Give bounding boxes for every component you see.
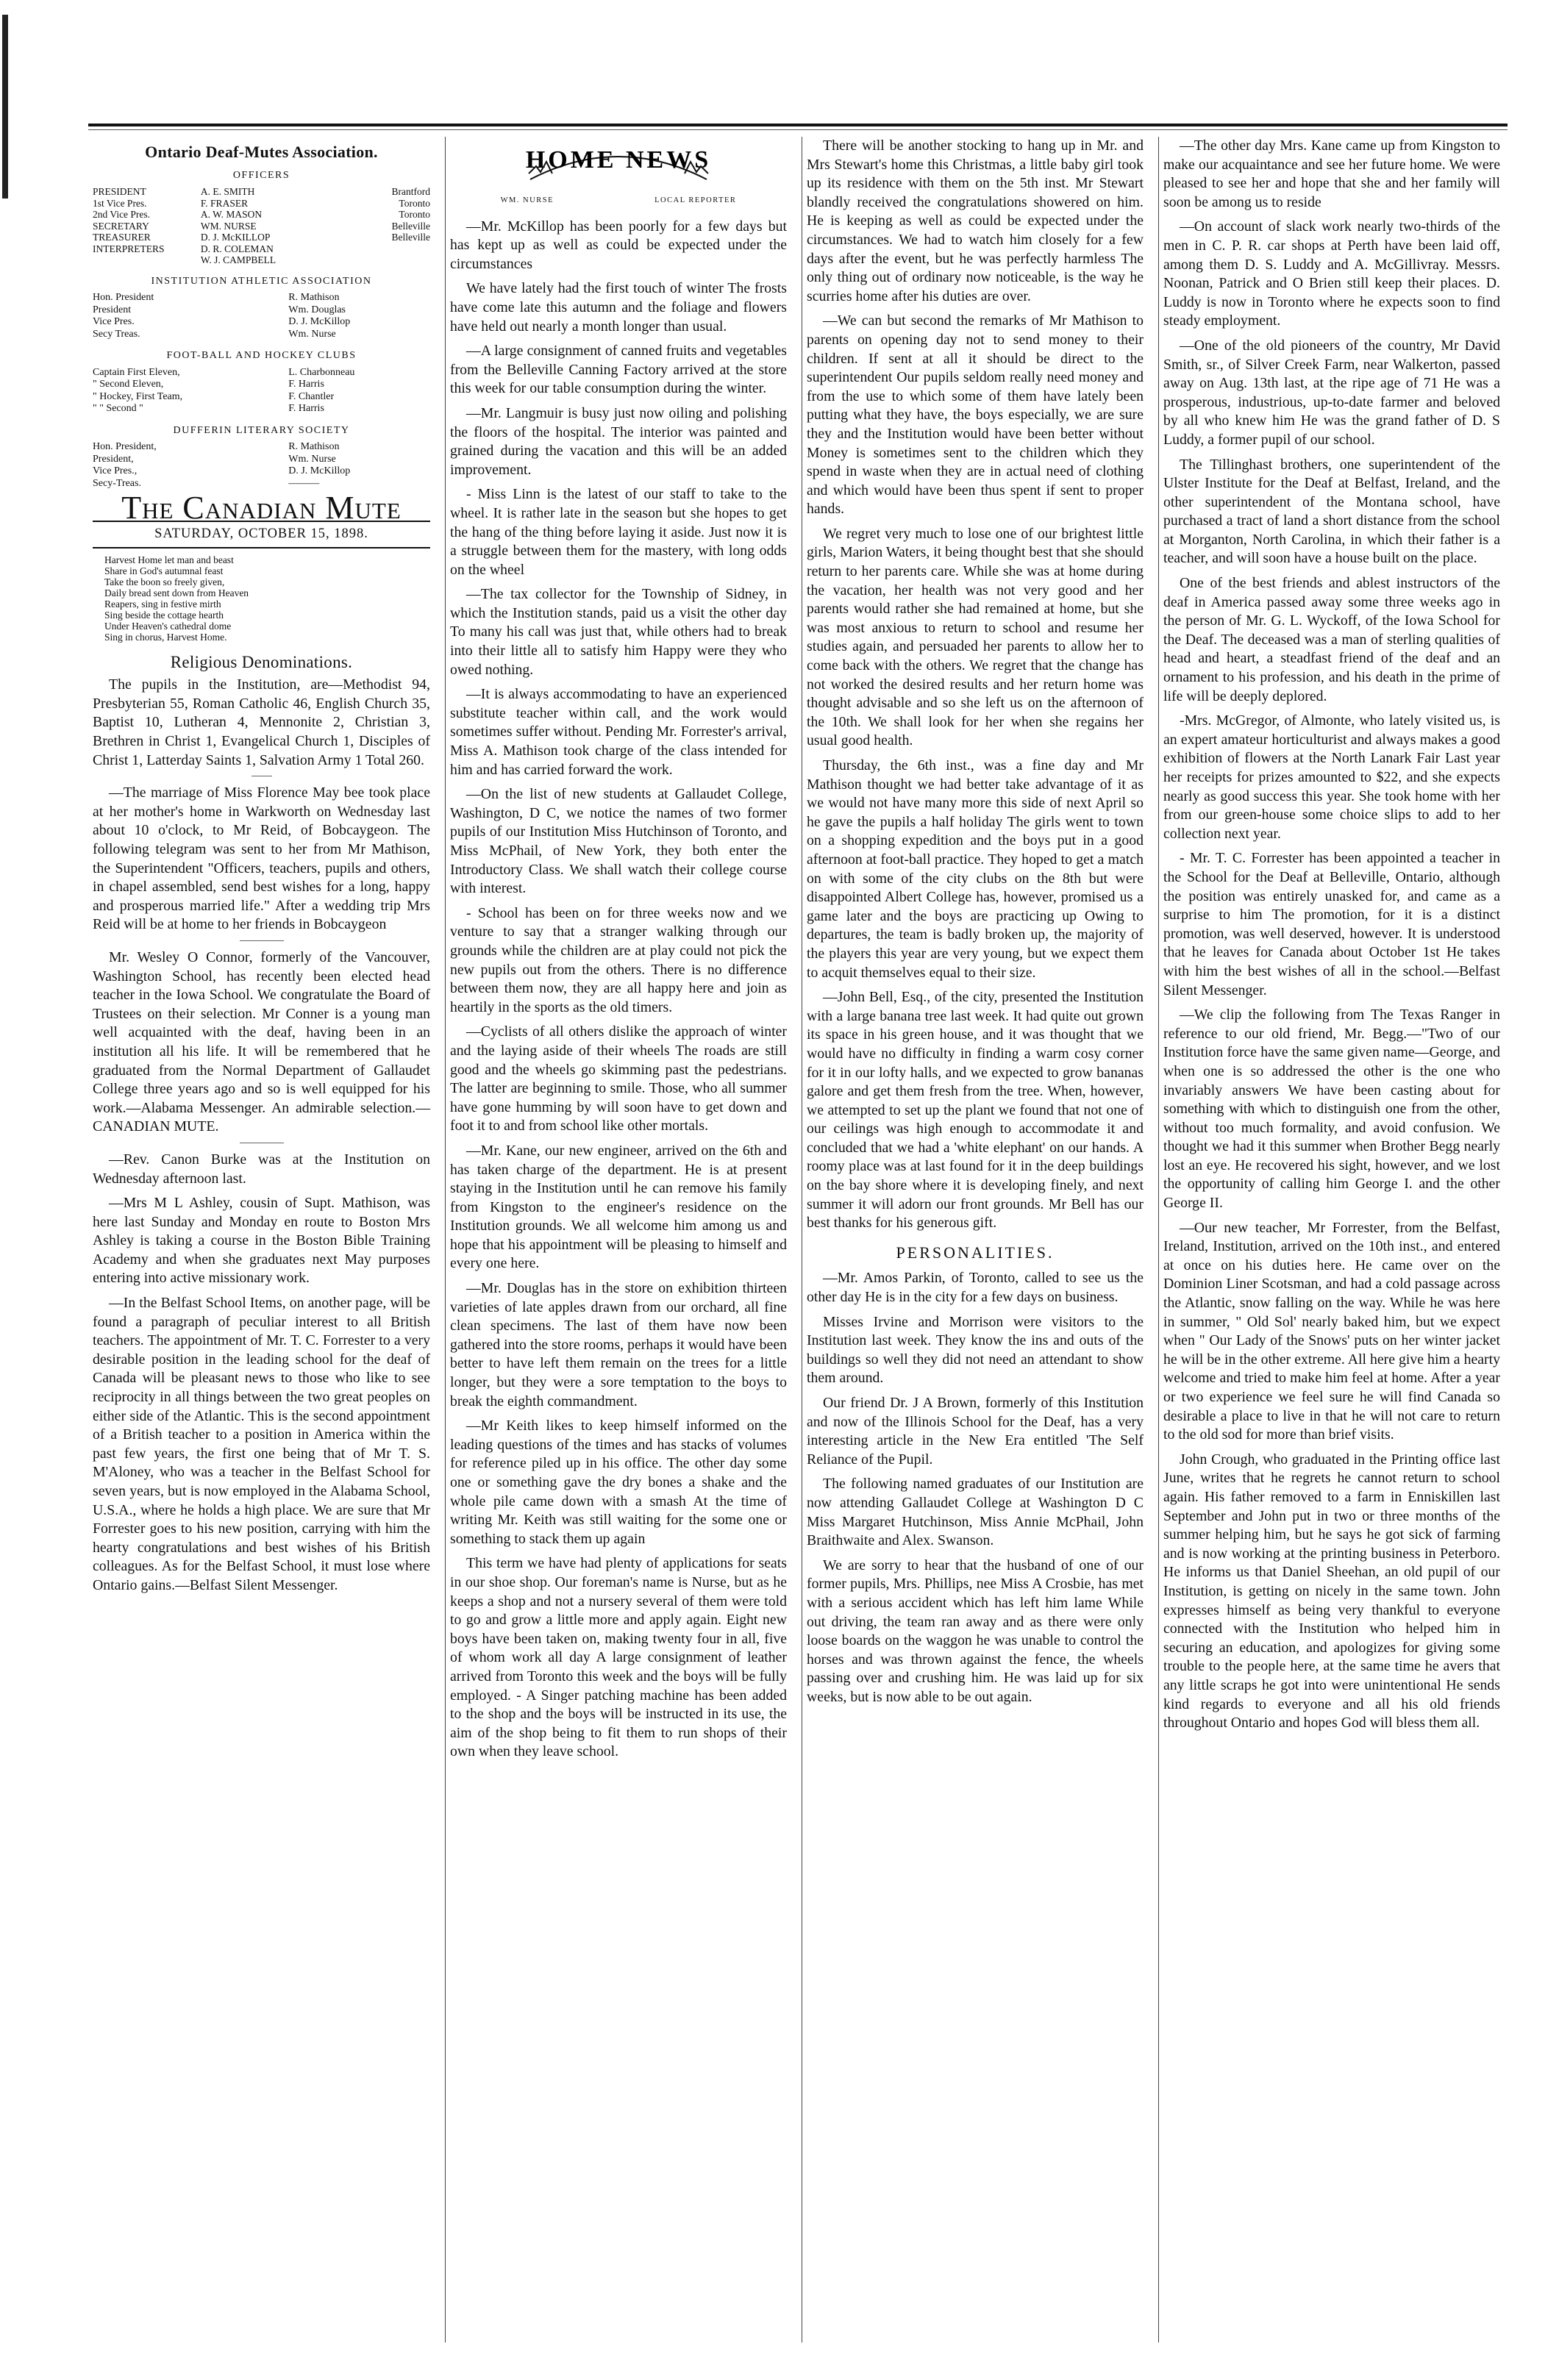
club-label: " Hockey, First Team, bbox=[93, 390, 183, 402]
officer-name: F. FRASER bbox=[200, 197, 249, 209]
article-paragraph: —It is always accommodating to have an experienced substitute teacher within call, and the work would sometimes suffer without. Pending Mr. Forrester's arrival, Miss A. Mathison took charge of the class intended for him and has carried forward the work. bbox=[450, 686, 787, 778]
article-paragraph: —Mr. Amos Parkin, of Toronto, called to see us the other day He is in the city for a few days on business. bbox=[807, 1270, 1144, 1306]
column-2 bbox=[445, 137, 791, 2343]
logo-text: HOME NEWS bbox=[525, 146, 712, 174]
poem-line: Under Heaven's cathedral dome bbox=[104, 620, 232, 632]
home-news-credits bbox=[450, 191, 787, 210]
officer-row bbox=[93, 232, 430, 243]
article-paragraph: —Rev. Canon Burke was at the Institution on Wednesday afternoon last. bbox=[93, 1151, 430, 1187]
article-paragraph: —In the Belfast School Items, on another page, will be found a paragraph of peculiar interest to all British teachers. The appointment of Mr. T. C. Forrester to a very desirable position in the leading school for the deaf of Canada will be pleasant news to those who like to see reciprocity in all things between the two great peoples on either side of the Atlantic. This is the second appointment of a British teacher to a position in America within the past few years, the first one being that of Mr T. S. M'Aloney, who was a teacher in the Belfast School for seven years, but is now employed in the Alabama School, U.S.A., where he holds a high place. We are sure that Mr Forrester goes to his new position, carrying with him the hearty congratulations and best wishes of his British colleagues. As for the Belfast School, it must lose where Ontario gains.—Belfast Silent Messenger. bbox=[93, 1295, 430, 1593]
club-name: Wm. Douglas bbox=[288, 304, 346, 315]
personalities-articles bbox=[807, 1269, 1144, 1707]
poem-line: Sing in chorus, Harvest Home. bbox=[104, 631, 227, 643]
article-paragraph: We have lately had the first touch of winter The frosts have come late this autumn and the foliage and flowers have held out nearly a month longer than usual. bbox=[450, 280, 787, 335]
article-paragraph: The Tillinghast brothers, one superintendent of the Ulster Institute for the Deaf at Belfast, Ireland, and the other superintendent of the Montana school, have purchased a tract of land a short distance from the school at Morganton, North Carolina, in which their father is a teacher, and will soon have a house built on the place. bbox=[1163, 456, 1500, 567]
club-row bbox=[93, 478, 430, 490]
club-label: President bbox=[93, 304, 132, 315]
article-paragraph: Misses Irvine and Morrison were visitors to the Institution last week. They know the ins and outs of the buildings so well they did not need an attendant to show them around. bbox=[807, 1313, 1144, 1387]
officer-name: WM. NURSE bbox=[200, 220, 257, 232]
club-name: D. J. McKillop bbox=[288, 465, 351, 477]
article-paragraph: Thursday, the 6th inst., was a fine day and Mr Mathison thought we had better take advantage of it as we would not have many more this side of next April so he gave the pupils a half holiday The girls went to town on a shopping expedition and the boys put in a good afternoon at foot-ball practice. They hoped to get a match on with some of the city clubs on the 8th but were disappointed Albert College has, however, promised us a game later and the boys are practicing up Owing to departures, the team is badly broken up, the majority of the players this year are very young, but we expect them to acquit themselves equal to their size. bbox=[807, 757, 1144, 981]
association-title: Ontario Deaf-Mutes Association. bbox=[145, 143, 378, 161]
athletic-heading: INSTITUTION ATHLETIC ASSOCIATION bbox=[151, 275, 372, 287]
officer-row bbox=[93, 221, 430, 232]
club-row bbox=[93, 403, 430, 415]
column-1 bbox=[88, 137, 435, 2343]
column-4-articles bbox=[1163, 137, 1500, 1733]
poem-line: Daily bread sent down from Heaven bbox=[104, 587, 249, 598]
top-rule bbox=[88, 124, 1508, 126]
home-news-logo bbox=[508, 137, 729, 190]
poem-line: Sing beside the cottage hearth bbox=[104, 609, 224, 621]
club-name: Wm. Nurse bbox=[288, 328, 336, 340]
article-paragraph: —The tax collector for the Township of Sidney, in which the Institution stands, paid us a visit the other day To many his call was just that, while others had to break into their little all to satisfy him Happy were they who owed nothing. bbox=[450, 586, 787, 678]
article-paragraph: —Mr. Langmuir is busy just now oiling and polishing the floors of the hospital. The interior was painted and grained during the vacation and this will be an added improvement. bbox=[450, 404, 787, 478]
club-name: ——— bbox=[288, 477, 320, 489]
club-label: Vice Pres., bbox=[93, 465, 138, 477]
club-label: " " Second " bbox=[93, 403, 143, 415]
officer-name: A. E. SMITH bbox=[200, 186, 255, 198]
club-label: Secy Treas. bbox=[93, 328, 140, 340]
article-paragraph: —Mr. Douglas has in the store on exhibition thirteen varieties of late apples drawn from our orchard, all fine clean specimens. The last of them have now been gathered into the store rooms, perhaps it would have been better to have left them remain on the trees for a little longer, but they were a sore temptation to the boys to break the eighth commandment. bbox=[450, 1280, 787, 1409]
article-paragraph: We are sorry to hear that the husband of one of our former pupils, Mrs. Phillips, nee Miss A Crosbie, has met with a serious accident which has left him lame While out driving, the team ran away and as there were only loose boards on the waggon he was unable to control the horses and was thrown against the fence, the wheels passing over and crushing him. He was laid up for six weeks, but is now able to be out again. bbox=[807, 1557, 1144, 1705]
officer-place: Brantford bbox=[391, 186, 430, 198]
article-paragraph: —Mr. McKillop has been poorly for a few days but has kept up as well as could be expected under the circumstances bbox=[450, 218, 787, 272]
officer-place: Belleville bbox=[391, 220, 430, 232]
article-paragraph: —One of the old pioneers of the country, Mr David Smith, sr., of Silver Creek Farm, near Walkerton, passed away on Aug. 13th last, at the ripe age of 71 He was a prosperous, industrious, up-to-date farmer and beloved by all who knew him He was the grand father of D. S Luddy, a former pupil of our school. bbox=[1163, 337, 1500, 448]
officer-role bbox=[93, 254, 201, 266]
dufferin-list bbox=[93, 441, 430, 490]
club-name: F. Chantler bbox=[288, 390, 335, 402]
home-news-articles bbox=[450, 218, 787, 1762]
personalities-heading: PERSONALITIES. bbox=[896, 1243, 1055, 1262]
officer-name: D. J. McKILLOP bbox=[200, 232, 271, 243]
article-paragraph: —Mr Keith likes to keep himself informed on the leading questions of the times and has stacks of volumes for reference piled up in his office. The other day some one or something gave the dry bones a shake and the whole pile came down with a smash At the time of writing Mr. Keith was still waiting for the some one or something to stack them up again bbox=[450, 1418, 787, 1547]
article-paragraph: This term we have had plenty of applications for seats in our shoe shop. Our foreman's name is Nurse, but as he keeps a shop and not a nursery several of them were told to go and grow a little more and apply again. Eight new boys have been taken on, making twenty four in all, five of whom work all day A large consignment of leather arrived from Toronto this week and the boys will be fully employed. - A Singer patching machine has been added to the shop and the boys will be instructed in its use, the aim of the shop being to fit them to run shops of their own when they leave school. bbox=[450, 1555, 787, 1760]
article-paragraph: - School has been on for three weeks now and we venture to say that a stranger walking through our grounds while the children are at play could not pick the new pupils out from the others. There is no difference between them now, they are all happy here and join as heartily in the sports as the old timers. bbox=[450, 904, 787, 1015]
club-name: D. J. McKillop bbox=[288, 316, 351, 328]
officer-place: Toronto bbox=[399, 209, 430, 221]
article-paragraph: John Crough, who graduated in the Printing office last June, writes that he regrets he cannot return to school again. His father removed to a farm in Enniskillen last September and John put in two or three months of the summer helping him, but he says he got sick of farming and is now working at the printing business in Peterboro. He informs us that Daniel Sheehan, an old pupil of our Institution, is getting on nicely in the same town. John expresses himself as being very thankful to everyone connected with the Institution who helped him in securing an education, and apologizes for giving some trouble to the people here, at the same time he avers that any little scraps he got into were unintentional He sends kind regards to everyone and all his old friends throughout Ontario and hopes God will bless them all. bbox=[1163, 1451, 1500, 1732]
article-paragraph: —Our new teacher, Mr Forrester, from the Belfast, Ireland, Institution, arrived on the 10th inst., and entered at once on his duties here. He came over on the Dominion Liner Scotsman, and had a cold passage across the Atlantic, snow falling on the way. While he was here in summer, " Old Sol' nearly baked him, but we expect when " Our Lady of the Snows' puts on her winter jacket he will be in the other extreme. All here give him a hearty welcome and tried to make him feel at home. After a year or two experience we feel sure he will find Canada so desirable a place to live in that he will not care to return to the old sod for more than brief visits. bbox=[1163, 1219, 1500, 1443]
athletic-list bbox=[93, 292, 430, 340]
top-rule-thin bbox=[88, 129, 1508, 130]
club-name: L. Charbonneau bbox=[288, 366, 355, 378]
article-paragraph: —Mrs M L Ashley, cousin of Supt. Mathison, was here last Sunday and Monday en route to Boston Mrs Ashley is taking a course in the Boston Bible Training Academy and when she graduates next May purposes entering into active missionary work. bbox=[93, 1195, 430, 1287]
club-row bbox=[93, 304, 430, 317]
club-row bbox=[93, 316, 430, 329]
poem-line: Harvest Home let man and beast bbox=[104, 554, 234, 565]
poem-line: Share in God's autumnal feast bbox=[104, 565, 224, 576]
officer-row bbox=[93, 243, 430, 255]
officer-place bbox=[322, 243, 430, 255]
poem bbox=[104, 554, 418, 643]
article-paragraph: —The marriage of Miss Florence May bee took place at her mother's home in Warkworth on Wednesday last about 10 o'clock, to Mr Reid, of Bobcaygeon. The following telegram was sent to her from Mr Mathison, the Superintendent "Officers, teachers, pupils and others, in chapel assembled, send best wishes for a long, happy and prosperous married life." After a wedding trip Mrs Reid will be at home to her friends in Bobcaygeon bbox=[93, 785, 430, 933]
article-paragraph: —The other day Mrs. Kane came up from Kingston to make our acquaintance and see her future home. We were pleased to see her and hope that she and her family will soon be among us to reside bbox=[1163, 137, 1500, 210]
column-3 bbox=[802, 137, 1148, 2343]
club-label: Secy-Treas. bbox=[93, 477, 141, 489]
club-name: F. Harris bbox=[288, 379, 324, 390]
officers-heading: OFFICERS bbox=[232, 169, 290, 181]
column-4 bbox=[1158, 137, 1505, 2343]
football-heading: FOOT-BALL AND HOCKEY CLUBS bbox=[166, 350, 357, 362]
article-paragraph: —John Bell, Esq., of the city, presented the Institution with a large banana tree last week. It had quite out grown its space in his green house, and it was thought that we would have no difficulty in finding a warm cosy corner for it in our lofty halls, and we expected to grow bananas galore and get them fresh from the tree. When, however, we attempted to set up the plant we found that not one of our ceilings was high enough to accommodate it and concluded that we had a 'white elephant' on our hands. A roomy place was at last found for it in the deep buildings on the bay shore where it is developing finely, and next summer it will adorn our front grounds. Mr Bell has our best thanks for his generous gift. bbox=[807, 989, 1144, 1232]
religious-text: The pupils in the Institution, are—Methodist 94, Presbyterian 55, Roman Catholic 46, English Church 35, Baptist 10, Lutheran 4, Mennonite 2, Christian 3, Brethren in Christ 1, Evangelical Church 1, Disciples of Christ 1, Latterday Saints 1, Salvation Army 1 Total 260. bbox=[93, 676, 430, 768]
column-3-articles bbox=[807, 137, 1144, 1233]
club-name: F. Harris bbox=[288, 403, 324, 415]
masthead-rule-bottom bbox=[93, 547, 430, 548]
club-row bbox=[93, 292, 430, 304]
credit-right: LOCAL REPORTER bbox=[654, 196, 737, 204]
article-paragraph: —On the list of new students at Gallaudet College, Washington, D C, we notice the names of two former pupils of our Institution Miss Hutchinson of Toronto, and Miss McPhail, of New York, they both enter the Introductory Class. We shall watch their college course with interest. bbox=[450, 786, 787, 897]
officer-row bbox=[93, 198, 430, 210]
officer-place: Belleville bbox=[391, 232, 430, 243]
dufferin-heading: DUFFERIN LITERARY SOCIETY bbox=[173, 424, 350, 436]
officer-place: Toronto bbox=[399, 197, 430, 209]
club-label: " Second Eleven, bbox=[93, 379, 164, 390]
officer-name: A. W. MASON bbox=[200, 209, 263, 221]
masthead-date: SATURDAY, OCTOBER 15, 1898. bbox=[154, 526, 368, 542]
club-label: Vice Pres. bbox=[93, 316, 135, 328]
club-row bbox=[93, 391, 430, 404]
officer-row bbox=[93, 254, 430, 266]
club-row bbox=[93, 379, 430, 391]
article-paragraph: —We clip the following from The Texas Ranger in reference to our old friend, Mr. Begg.—"Two of our Institution force have the same given name—George, and when one is so addressed the other is the one who invariably answers We have been casting about for something with which to distinguish one from the other, without too much formality, and avoid confusion. We thought we had it this summer when Brother Begg nearly lost an eye. He recovered his sight, however, and we lost the opportunity of calling him George I. and the other George II. bbox=[1163, 1007, 1500, 1212]
separator bbox=[240, 940, 284, 941]
officers-list bbox=[93, 186, 430, 266]
binding-mark bbox=[2, 15, 8, 199]
club-name: Wm. Nurse bbox=[288, 453, 336, 465]
officer-name: D. R. COLEMAN bbox=[200, 243, 274, 254]
religious-heading: Religious Denominations. bbox=[170, 652, 353, 671]
newspaper-page bbox=[88, 137, 1508, 2343]
article-paragraph: Our friend Dr. J A Brown, formerly of this Institution and now of the Illinois School for the Deaf, has a very interesting article in the New Era entitled 'The Self Reliance of the Pupil. bbox=[807, 1395, 1144, 1468]
officer-name: W. J. CAMPBELL bbox=[200, 254, 277, 266]
article-paragraph: —Cyclists of all others dislike the approach of winter and the laying aside of their wheels The roads are still good and the wheels go skimming past the pedestrians. The latter are beginning to smile. Those, who all summer have gone humming by will soon have to get down and foot it to and from school like other mortals. bbox=[450, 1023, 787, 1134]
football-list bbox=[93, 367, 430, 415]
officer-role: INTERPRETERS bbox=[93, 243, 165, 254]
article-paragraph: - Miss Linn is the latest of our staff to take to the wheel. It is rather late in the season but she hopes to get the hang of the thing before laying it aside. Just now it is a struggle between them for the mastery, with long odds on the wheel bbox=[450, 486, 787, 578]
club-row bbox=[93, 367, 430, 379]
club-name: R. Mathison bbox=[288, 441, 340, 453]
article-paragraph: -Mrs. McGregor, of Almonte, who lately visited us, is an expert amateur horticulturist and always makes a good exhibition of flowers at the North Lanark Fair Last year her receipts for prizes amounted to $22, and she expects nearly as good success this year. She took home with her from our green-house some choice slips to add to her collection next year. bbox=[1163, 712, 1500, 842]
club-name: R. Mathison bbox=[288, 292, 340, 304]
poem-line: Take the boon so freely given, bbox=[104, 576, 225, 587]
officer-row bbox=[93, 209, 430, 221]
article-paragraph: There will be another stocking to hang up in Mr. and Mrs Stewart's home this Christmas, a little baby girl took up its residence with them on the 5th inst. Mr Stewart blandly received the congratulations showered on him. He is keeping as well as could be expected under the circumstances. We had to watch him closely for a few days after the event, but he was perfectly harmless The only thing out of ordinary now noticeable, is the way he scurries home after his duties are over. bbox=[807, 137, 1144, 304]
officer-role: 1st Vice Pres. bbox=[93, 197, 147, 209]
scan-gutter bbox=[0, 0, 10, 2380]
officer-role: TREASURER bbox=[93, 232, 151, 243]
club-label: Hon. President bbox=[93, 292, 154, 304]
credit-left: WM. NURSE bbox=[500, 196, 554, 204]
club-row bbox=[93, 454, 430, 466]
article-paragraph: Mr. Wesley O Connor, formerly of the Vancouver, Washington School, has recently been elected head teacher in the Iowa School. We congratulate the Board of Trustees on their selection. Mr Conner is a young man well acquainted with the deaf, having been in an institution all his life. It will be remembered that he graduated from the Normal Department of Gallaudet College three years ago and so is well equipped for his work.—Alabama Messenger. An admirable selection.—CANADIAN MUTE. bbox=[93, 948, 430, 1135]
article-paragraph: —Mr. Kane, our new engineer, arrived on the 6th and has taken charge of the department. He is at present staying in the Institution until he can remove his family from Kingston to the engineer's residence on the Institution grounds. We all welcome him among us and hope that his appointment will be pleasing to himself and every one here. bbox=[450, 1142, 787, 1272]
officer-role: SECRETARY bbox=[93, 220, 149, 232]
article-paragraph: —On account of slack work nearly two-thirds of the men in C. P. R. car shops at Perth have been laid off, among them D. S. Luddy and A. McGillivray. Messrs. Noonan, Patrick and O Brien still keep their places. D. Luddy is now in Toronto where he expects soon to find steady employment. bbox=[1163, 218, 1500, 329]
club-label: President, bbox=[93, 453, 134, 465]
club-row bbox=[93, 441, 430, 454]
club-row bbox=[93, 329, 430, 341]
masthead-title: The Canadian Mute bbox=[121, 490, 402, 526]
article-paragraph: —A large consignment of canned fruits and vegetables from the Belleville Canning Factory arrived at the store this week for our table consumption during the winter. bbox=[450, 343, 787, 397]
officer-role: 2nd Vice Pres. bbox=[93, 209, 151, 221]
club-label: Captain First Eleven, bbox=[93, 366, 180, 378]
article-paragraph: We regret very much to lose one of our brightest little girls, Marion Waters, it being thought best that she should return to her parents care. While she was at home during the vacation, her health was not very good and her parents would rather she had remained at home, but she was most anxious to return to school and resume her studies again, and persuaded her parents to allow her to come back with the others. We regret that the change has not worked the desired results and her return home was thought advisable and so she left us on the afternoon of the 10th. We shall look for her when she regains her usual good health. bbox=[807, 525, 1144, 749]
club-label: Hon. President, bbox=[93, 441, 157, 453]
article-paragraph: —We can but second the remarks of Mr Mathison to parents on opening day not to send money to their children. If sent at all it should be direct to the superintendent Our pupils seldom really need money and from the use to which some of them have lately been putting what they have, the boys especially, we are sure they and the Institution would have been better without Money is sometimes sent to the children which they spend in waste when they are in actual need of clothing and which would have been thus spent if sent to proper hands. bbox=[807, 312, 1144, 518]
poem-line: Reapers, sing in festive mirth bbox=[104, 598, 221, 610]
officer-place bbox=[322, 254, 430, 266]
article-paragraph: One of the best friends and ablest instructors of the deaf in America passed away some three weeks ago in the person of Mr. G. L. Wyckoff, of the Iowa School for the Deaf. The deceased was a man of sterling qualities of head and heart, a steadfast friend of the deaf and an ornament to his profession, and his death in the prime of life will be deeply deplored. bbox=[1163, 575, 1500, 704]
club-row bbox=[93, 465, 430, 478]
officer-row bbox=[93, 186, 430, 198]
article-paragraph: - Mr. T. C. Forrester has been appointed a teacher in the School for the Deaf at Belleville, Ontario, although the position was entirely unasked for, and came as a surprise to him The promotion, for it is a distinct promotion, was well deserved, however. It is understood that he leaves for Canada about October 1st He takes with him the best wishes of all in the school.—Belfast Silent Messenger. bbox=[1163, 850, 1500, 998]
officer-role: PRESIDENT bbox=[93, 186, 146, 198]
article-paragraph: The following named graduates of our Institution are now attending Gallaudet College at Washington D C Miss Margaret Hutchinson, Miss Annie McPhail, John Braithwaite and Alex. Swanson. bbox=[807, 1476, 1144, 1549]
